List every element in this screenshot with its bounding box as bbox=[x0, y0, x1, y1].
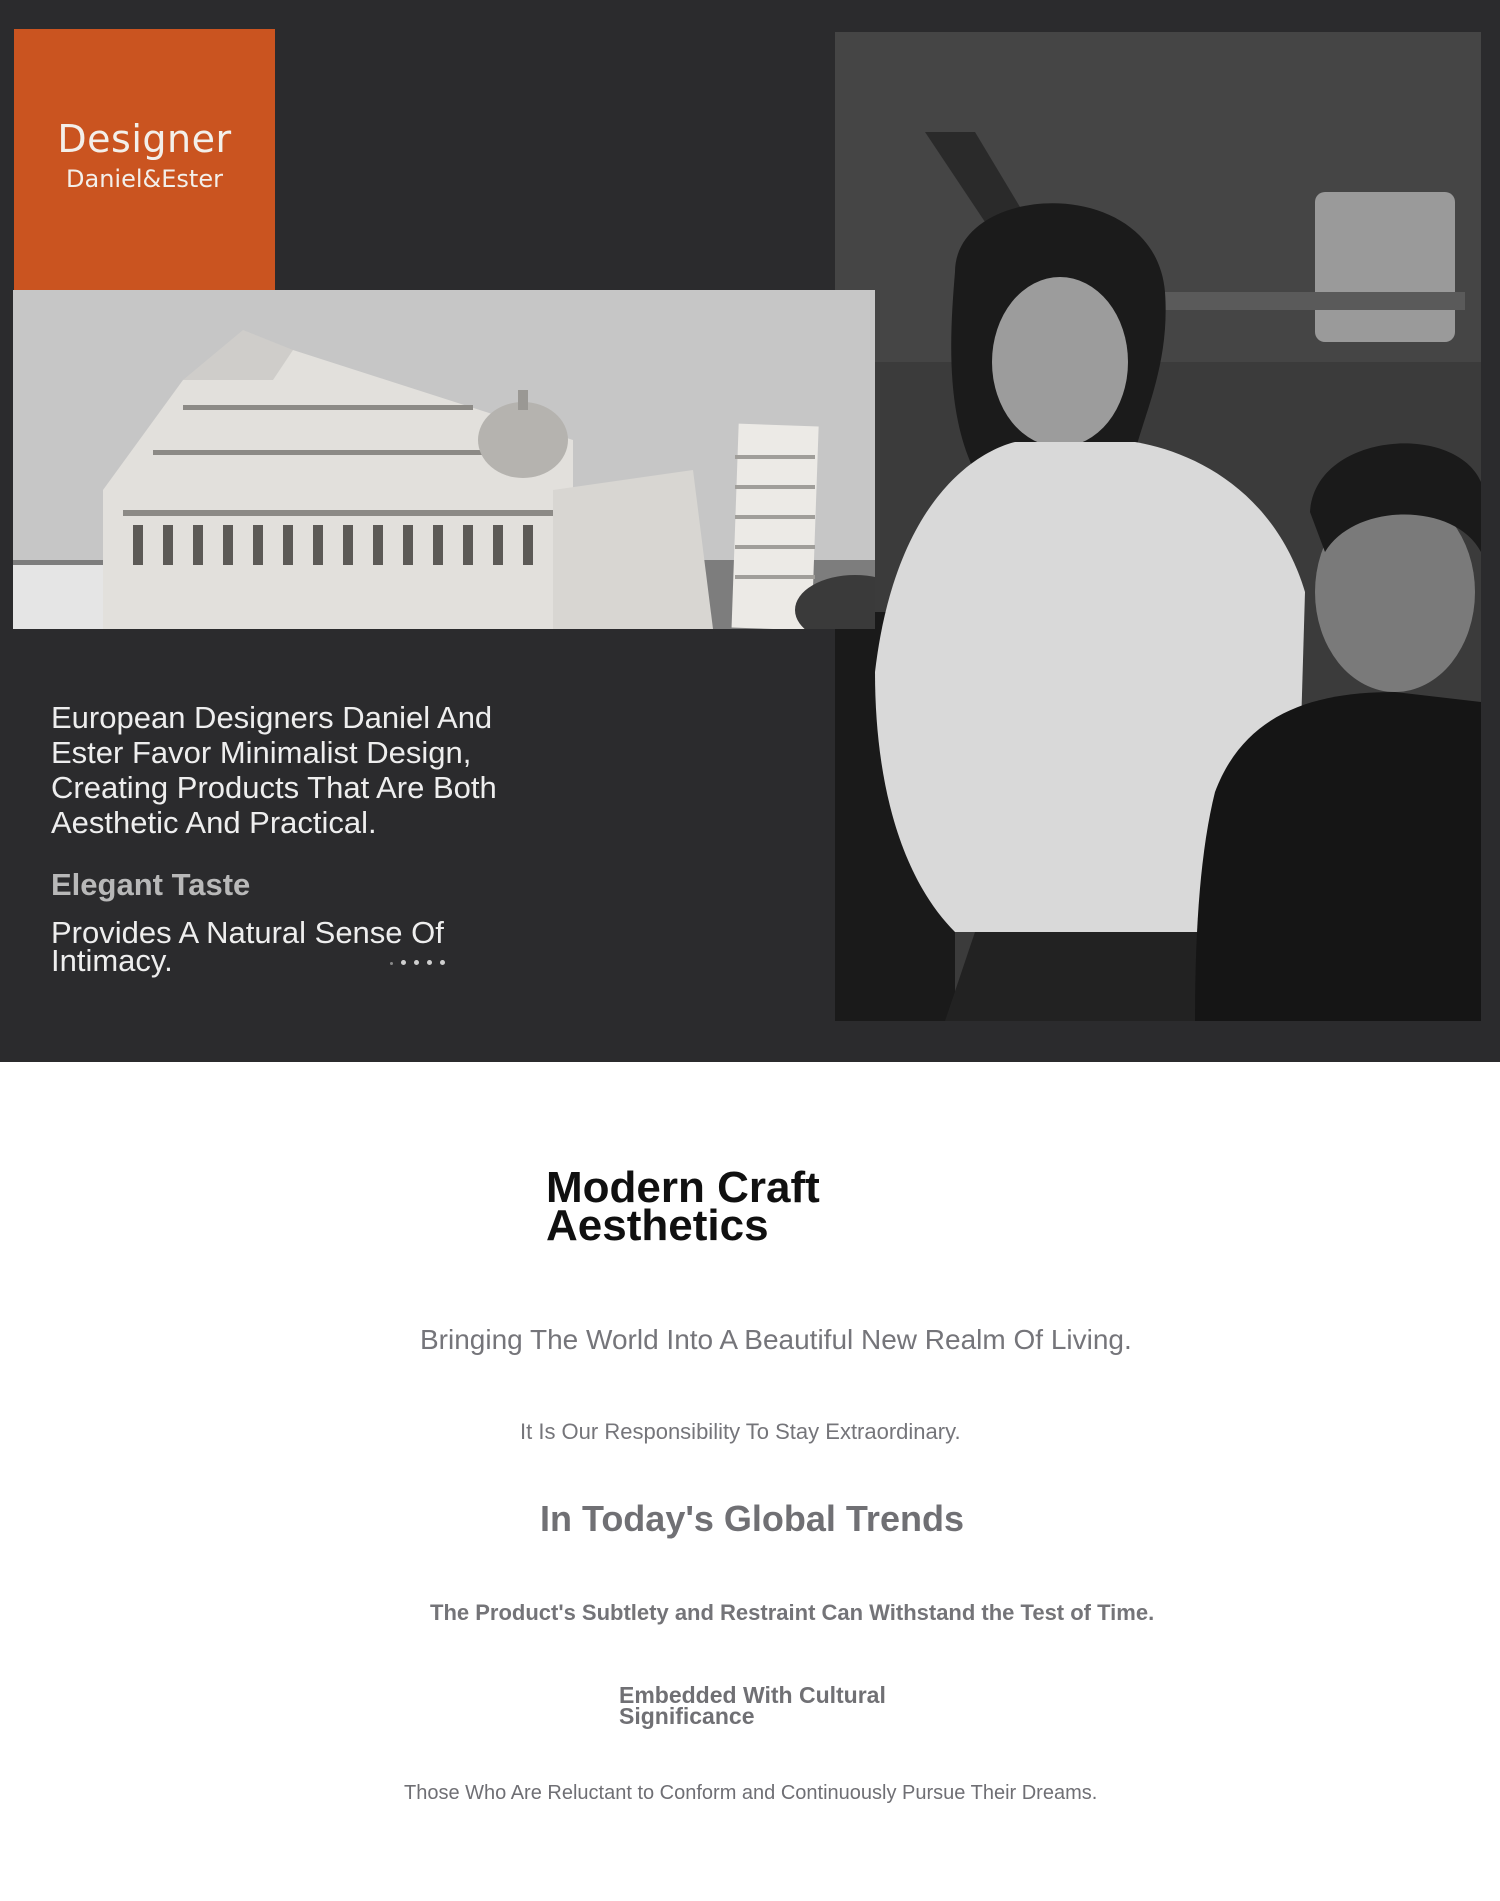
content-section bbox=[0, 1062, 1500, 1901]
carousel-dot[interactable] bbox=[390, 962, 393, 965]
carousel-dot[interactable] bbox=[427, 960, 432, 965]
carousel-dot[interactable] bbox=[414, 960, 419, 965]
section-line-6: Those Who Are Reluctant to Conform and Continuously Pursue Their Dreams. bbox=[404, 1782, 1098, 1804]
hero-text-block bbox=[51, 700, 531, 978]
hero-intro: European Designers Daniel And Ester Favor Minimalist Design, Creating Products That Are Both Aesthetic And Practical. bbox=[51, 700, 497, 840]
carousel-dot[interactable] bbox=[440, 960, 445, 965]
section-line-2: It Is Our Responsibility To Stay Extraordinary. bbox=[520, 1419, 961, 1444]
designers-portrait-image bbox=[835, 32, 1481, 1021]
portrait-illustration bbox=[835, 32, 1481, 1021]
brand-subtitle: Daniel&Ester bbox=[66, 165, 223, 193]
section-line-3: In Today's Global Trends bbox=[540, 1498, 964, 1539]
carousel-dot[interactable] bbox=[401, 960, 406, 965]
carousel-dots bbox=[390, 952, 453, 970]
section-line-4: The Product's Subtlety and Restraint Can Withstand the Test of Time. bbox=[430, 1600, 1155, 1625]
section-heading: Modern Craft Aesthetics bbox=[546, 1163, 820, 1250]
brand-logo[interactable] bbox=[14, 29, 275, 290]
section-line-1: Bringing The World Into A Beautiful New Realm Of Living. bbox=[420, 1324, 1132, 1355]
section-line-5: Embedded With Cultural Significance bbox=[619, 1682, 886, 1729]
cathedral-illustration bbox=[13, 290, 875, 629]
cathedral-image bbox=[13, 290, 875, 629]
brand-title: Designer bbox=[57, 117, 232, 161]
hero-tagline: Elegant Taste bbox=[51, 867, 251, 902]
hero-subline: Provides A Natural Sense Of Intimacy. bbox=[51, 915, 444, 978]
